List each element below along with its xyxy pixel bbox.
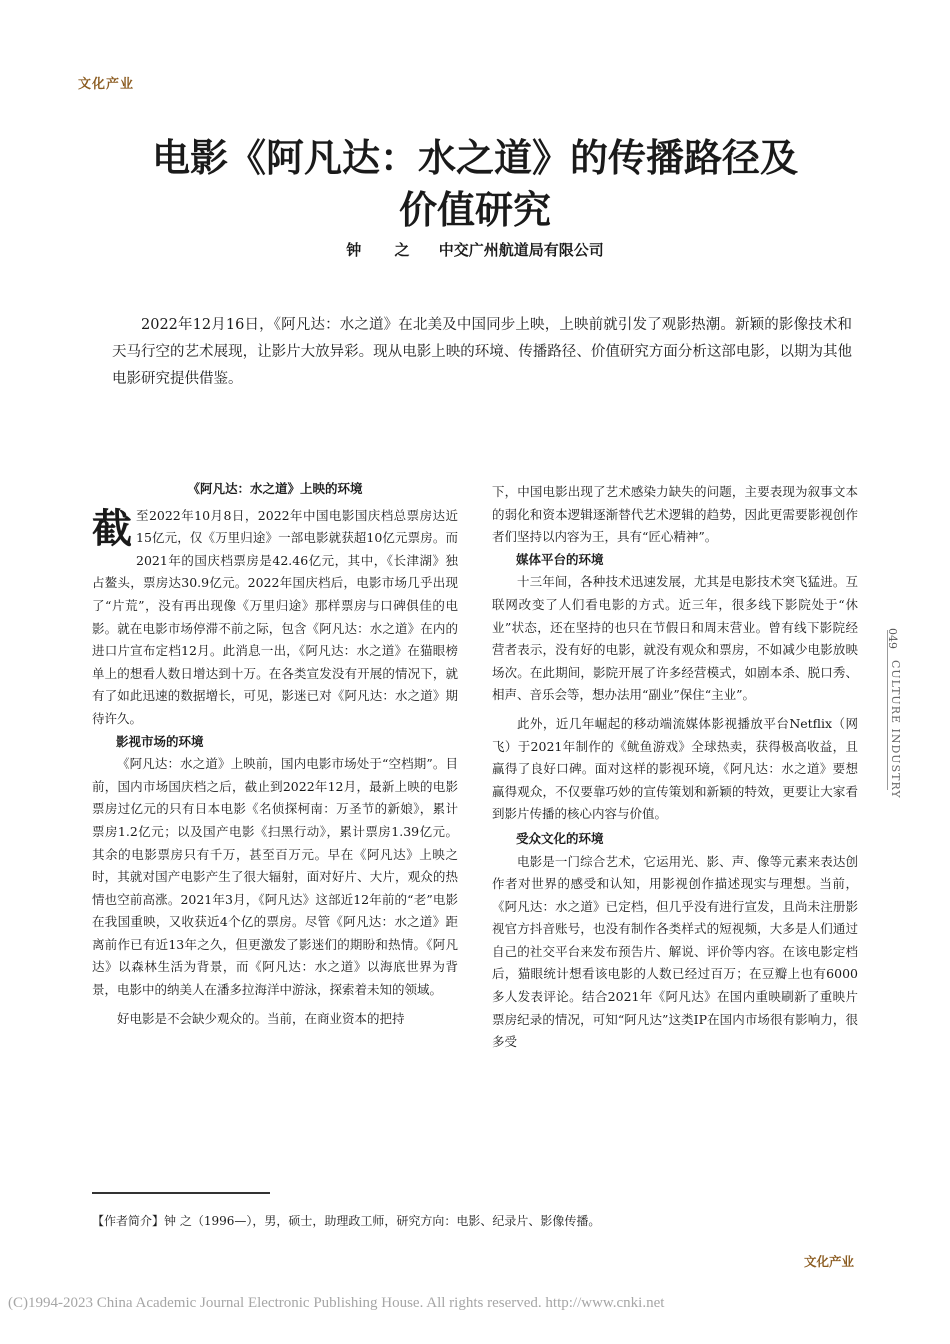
paragraph: 此外，近几年崛起的移动端流媒体影视播放平台Netflix（网飞）于2021年制作的《鱿鱼游戏》全球热卖，获得极高收益，且赢得了良好口碑。面对这样的影视环境，《阿凡达：水之道》要想赢得观众，不仅要靠巧妙的宣传策划和新颖的特效，更要让大家看到影片传播的核心内容与价值。 — [492, 715, 858, 822]
footer-section-tag: 文化产业 — [804, 1254, 855, 1269]
section-tag: 文化产业 — [78, 77, 135, 92]
byline — [0, 239, 950, 260]
paragraph: 《阿凡达：水之道》上映前，国内电影市场处于“空档期”。目前，国内市场国庆档之后，截止到2022年12月，最新上映的电影票房过亿元的只有日本电影《名侦探柯南：万圣节的新娘》，累计票房1.2亿元；以及国产电影《扫黑行动》，累计票房1.39亿元。其余的电影票房只有千万，甚至百万元。早在《阿凡达》上映之时，其就对国产电影产生了很大辐射，面对好片、大片，观众的热情也空前高涨。2021年3月，《阿凡达》这部近12年前的“老”电影在我国重映，又收获近4个亿的票房。尽管《阿凡达：水之道》距离前作已有近13年之久，但更激发了影迷们的期盼和热情。《阿凡达》以森林生活为背景，而《阿凡达：水之道》以海底世界为背景，电影中的纳美人在潘多拉海洋中游泳，探索着未知的领域。 — [92, 756, 458, 998]
page-number: 049 — [886, 628, 899, 649]
paragraph: 电影是一门综合艺术，它运用光、影、声、像等元素来表达创作者对世界的感受和认知，用影视创作描述现实与理想。当前，《阿凡达：水之道》已定档，但几乎没有进行宣发，且尚未注册影视官方抖音账号，也没有制作各类样式的短视频，大多是人们通过自己的社交平台来发布预告片、解说、评价等内容。在该电影定档后，猫眼统计想看该电影的人数已经过百万；在豆瓣上也有6000多人发表评论。结合2021年《阿凡达》在国内重映刷新了重映片票房纪录的情况，可知“阿凡达”这类IP在国内市场很有影响力，很多受 — [492, 853, 858, 1050]
drop-cap: 截 — [92, 504, 132, 552]
author-footnote: 【作者简介】钟 之（1996—），男，硕士，助理政工师，研究方向：电影、纪录片、影像传播。 — [92, 1214, 601, 1228]
sidebar-label: CULTURE INDUSTRY — [889, 660, 902, 799]
author-name: 钟 之 — [346, 241, 424, 259]
paragraph: 下，中国电影出现了艺术感染力缺失的问题，主要表现为叙事文本的弱化和资本逻辑逐渐替代艺术逻辑的趋势，因此更需要影视创作者们坚持以内容为王，具有“匠心精神”。 — [492, 484, 858, 545]
copyright-watermark: (C)1994-2023 China Academic Journal Electronic Publishing House. All rights reserved. http://www.cnki.net — [8, 1295, 665, 1311]
subsection-heading: 受众文化的环境 — [516, 830, 604, 846]
paragraph: 好电影是不会缺少观众的。当前，在商业资本的把持 — [117, 1010, 405, 1026]
paragraph — [92, 505, 458, 731]
title-line-1: 电影《阿凡达：水之道》的传播路径及 — [151, 135, 798, 180]
section-heading: 《阿凡达：水之道》上映的环境 — [187, 481, 363, 496]
left-column — [92, 478, 458, 1030]
sidebar-divider — [887, 630, 888, 790]
right-column — [492, 481, 858, 1054]
author-affiliation: 中交广州航道局有限公司 — [438, 241, 604, 259]
subsection-heading: 媒体平台的环境 — [516, 551, 604, 567]
footnote-divider — [92, 1192, 270, 1194]
article-title — [60, 132, 890, 236]
abstract: 2022年12月16日，《阿凡达：水之道》在北美及中国同步上映，上映前就引发了观影热潮。新颖的影像技术和天马行空的艺术展现，让影片大放异彩。现从电影上映的环境、传播路径、价值研究方面分析这部电影，以期为其他电影研究提供借鉴。 — [112, 317, 852, 387]
paragraph: 十三年间，各种技术迅速发展，尤其是电影技术突飞猛进。互联网改变了人们看电影的方式。近三年，很多线下影院处于“休业”状态，还在坚持的也只在节假日和周末营业。曾有线下影院经营者表示，没有好的电影，就没有观众和票房，不如减少电影放映场次。在此期间，影院开展了许多经营模式，如剧本杀、脱口秀、相声、音乐会等，想办法用“副业”保住“主业”。 — [492, 574, 858, 703]
title-line-2: 价值研究 — [398, 187, 551, 232]
paragraph-text: 至2022年10月8日，2022年中国电影国庆档总票房达近15亿元，仅《万里归途》一部电影就获超10亿元票房。而2021年的国庆档票房是42.46亿元，其中，《长津湖》独占鳌头，票房达30.9亿元。2022年国庆档后，电影市场几乎出现了“片荒”，没有再出现像《万里归途》那样票房与口碑俱佳的电影。就在电影市场停滞不前之际，包含《阿凡达：水之道》在内的进口片宣布定档12月。此消息一出，《阿凡达：水之道》在猫眼榜单上的想看人数日增达到十万。在各类宣发没有开展的情况下，就有了如此迅速的数据增长，可见，影迷已对《阿凡达：水之道》期待许久。 — [92, 507, 458, 726]
subsection-heading: 影视市场的环境 — [116, 733, 204, 749]
